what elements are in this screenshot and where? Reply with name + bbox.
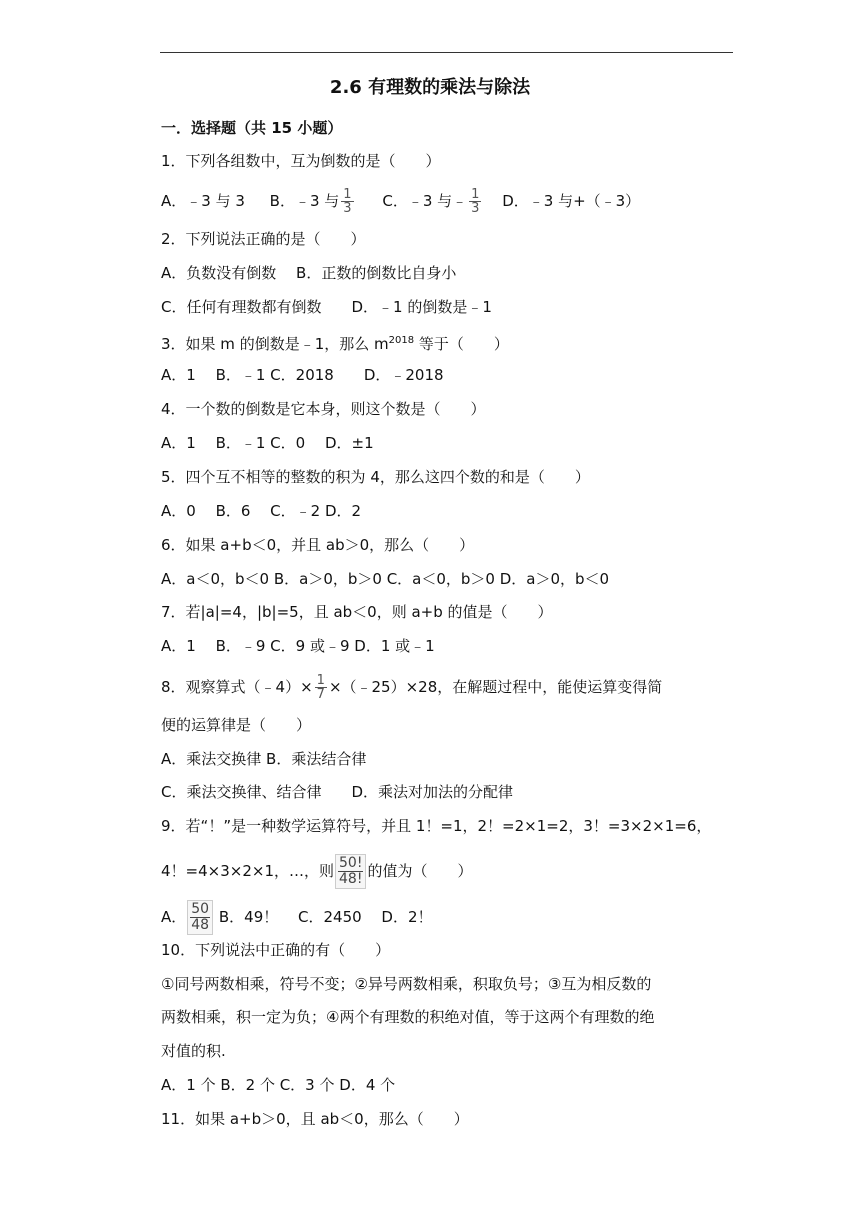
question-5-stem: 5．四个互不相等的整数的积为 4，那么这四个数的和是（ ） bbox=[161, 468, 590, 486]
question-8-options-cd: C．乘法交换律、结合律 D．乘法对加法的分配律 bbox=[161, 783, 514, 801]
question-10-stem: 10．下列说法中正确的有（ ） bbox=[161, 941, 391, 959]
q3-exponent: 2018 bbox=[388, 335, 415, 346]
question-4-stem: 4．一个数的倒数是它本身，则这个数是（ ） bbox=[161, 400, 486, 418]
question-2-options-ab: A．负数没有倒数 B．正数的倒数比自身小 bbox=[161, 264, 457, 282]
question-6-stem: 6．如果 a+b＜0，并且 ab＞0，那么（ ） bbox=[161, 536, 475, 554]
q1-option-b: B．﹣3 与 bbox=[269, 192, 340, 210]
question-9-line2: 4！=4×3×2×1，…，则 $\frac{50!}{48!}$ 的值为（ ） bbox=[161, 855, 473, 887]
q1-option-c-fraction: $\frac{1}{3}$ bbox=[471, 187, 480, 216]
page-title: 2.6 有理数的乘法与除法 bbox=[329, 77, 531, 98]
q1-option-c: C．﹣3 与﹣ bbox=[382, 192, 468, 210]
header-rule bbox=[160, 52, 733, 53]
q8-fraction: $\frac{1}{7}$ bbox=[316, 673, 325, 702]
question-3-options: A．1 B．﹣1 C．2018 D．﹣2018 bbox=[161, 366, 444, 384]
question-8-options-ab: A．乘法交换律 B．乘法结合律 bbox=[161, 750, 367, 768]
question-7-options: A．1 B．﹣9 C．9 或﹣9 D．1 或﹣1 bbox=[161, 637, 435, 655]
question-2-stem: 2．下列说法正确的是（ ） bbox=[161, 230, 366, 248]
question-1-stem: 1．下列各组数中，互为倒数的是（ ） bbox=[161, 152, 441, 170]
question-10-line3: 对值的积. bbox=[161, 1042, 226, 1060]
question-8-stem: 8．观察算式（﹣4）× $\frac{1}{7}$ ×（﹣25）×28，在解题过程中，能使运算变得简 bbox=[161, 673, 663, 702]
q1-option-d: D．﹣3 与+（﹣3） bbox=[502, 192, 641, 210]
q9-option-a-fraction: $\frac{50}{48}$ bbox=[187, 900, 213, 935]
question-10-line1: ①同号两数相乘，符号不变；②异号两数相乘，积取负号；③互为相反数的 bbox=[161, 975, 652, 993]
question-1-options bbox=[161, 188, 741, 215]
question-4-options: A．1 B．﹣1 C．0 D．±1 bbox=[161, 434, 374, 452]
question-5-options: A．0 B．6 C．﹣2 D．2 bbox=[161, 502, 362, 520]
question-6-options: A．a＜0，b＜0 B．a＞0，b＞0 C．a＜0，b＞0 D．a＞0，b＜0 bbox=[161, 570, 610, 588]
q1-option-b-fraction: $\frac{1}{3}$ bbox=[343, 187, 352, 216]
q1-option-a: A．﹣3 与 3 bbox=[161, 192, 245, 210]
question-10-options: A．1 个 B．2 个 C．3 个 D．4 个 bbox=[161, 1076, 396, 1094]
question-9-options: A． $\frac{50}{48}$ B．49！ C．2450 D．2！ bbox=[161, 901, 433, 933]
question-8-stem-line2: 便的运算律是（ ） bbox=[161, 716, 312, 734]
question-2-options-cd: C．任何有理数都有倒数 D．﹣1 的倒数是﹣1 bbox=[161, 298, 492, 316]
question-3-stem: 3．如果 m 的倒数是﹣1，那么 $m^{2018}$ 等于（ ） bbox=[161, 335, 509, 353]
question-10-line2: 两数相乘，积一定为负；④两个有理数的积绝对值，等于这两个有理数的绝 bbox=[161, 1008, 655, 1026]
question-9-line1: 9．若“！”是一种数学运算符号，并且 1！=1，2！=2×1=2，3！=3×2×1=6， bbox=[161, 817, 712, 835]
section-heading: 一．选择题（共 15 小题） bbox=[161, 119, 343, 137]
question-11-stem: 11．如果 a+b＞0，且 ab＜0，那么（ ） bbox=[161, 1110, 469, 1128]
q9-fraction: $\frac{50!}{48!}$ bbox=[335, 854, 366, 889]
question-7-stem: 7．若|a|=4，|b|=5，且 ab＜0，则 a+b 的值是（ ） bbox=[161, 603, 553, 621]
